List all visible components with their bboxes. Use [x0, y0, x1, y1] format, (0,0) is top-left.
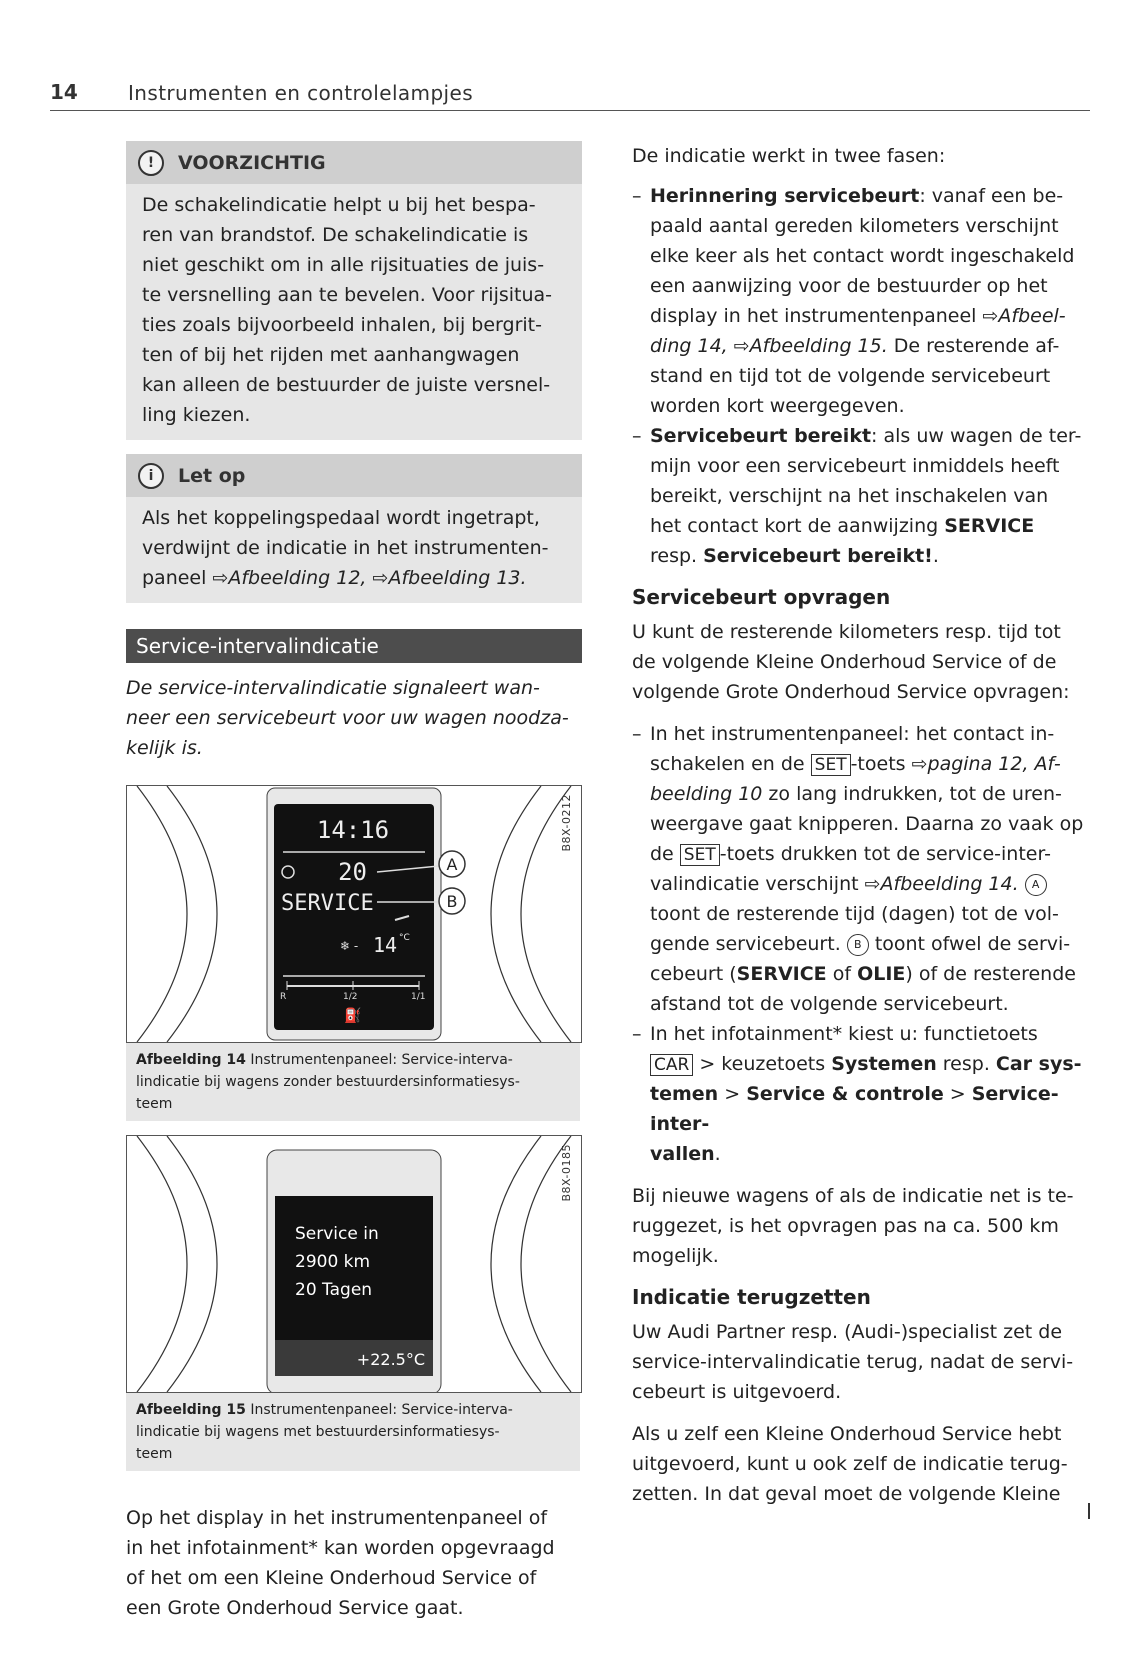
- paragraph-line: in het infotainment* kan worden opgevraagd: [126, 1537, 555, 1559]
- list-line: zo lang indrukken, tot de uren-: [762, 783, 1062, 805]
- heading-opvragen: Servicebeurt opvragen: [632, 585, 891, 609]
- dis-line-1: Service in: [295, 1224, 379, 1244]
- note-line: verdwijnt de indicatie in het instrumenten-: [142, 537, 549, 559]
- left-column: [126, 141, 582, 1623]
- temp-unit: °C: [399, 933, 410, 943]
- list-line: de: [650, 843, 680, 865]
- figure-14: [126, 785, 582, 1043]
- list-line: of: [826, 963, 858, 985]
- paragraph-line: Uw Audi Partner resp. (Audi-)specialist zet de: [632, 1321, 1063, 1343]
- list-line: In het infotainment* kiest u: functietoets: [650, 1023, 1038, 1045]
- list-line: paald aantal gereden kilometers verschijnt: [650, 215, 1059, 237]
- list-line: afstand tot de volgende servicebeurt.: [650, 993, 1009, 1015]
- list-line: > keuzetoets: [693, 1053, 832, 1075]
- page-header-title: Instrumenten en controlelampjes: [128, 81, 474, 105]
- note-line: Als het koppelingspedaal wordt ingetrapt,: [142, 507, 540, 529]
- caption-line: lindicatie bij wagens zonder bestuurdersinformatiesys-: [136, 1074, 520, 1090]
- list-line: display in het instrumentenpaneel: [650, 305, 983, 327]
- list-line: valindicatie verschijnt: [650, 873, 865, 895]
- section-title: Service-intervalindicatie: [126, 629, 582, 663]
- figure-14-caption: [126, 1043, 580, 1121]
- warning-icon: !: [138, 150, 164, 176]
- callout-a: A: [446, 855, 458, 874]
- section-intro: [126, 673, 582, 763]
- list-line: mijn voor een servicebeurt inmiddels heeft: [650, 455, 1060, 477]
- paragraph-line: zetten. In dat geval moet de volgende Kleine: [632, 1483, 1061, 1505]
- fuel-pump-icon: ⛽: [344, 1008, 362, 1024]
- paragraph-line: cebeurt is uitgevoerd.: [632, 1381, 842, 1403]
- caution-line: De schakelindicatie helpt u bij het bespa-: [142, 194, 536, 216]
- figure-code: B8X-0212: [560, 794, 573, 852]
- list-line: toont de resterende tijd (dagen) tot de vol-: [650, 903, 1059, 925]
- list-line: ) of de resterende: [905, 963, 1076, 985]
- service-reached-term: Servicebeurt bereikt!: [703, 545, 933, 567]
- menu-service-intervallen-cont: vallen: [650, 1143, 715, 1165]
- right-column: [632, 141, 1092, 1509]
- list-line: gende servicebeurt.: [650, 933, 847, 955]
- outside-temp-display: 14: [373, 933, 398, 957]
- caption-label: Afbeelding 15: [136, 1402, 246, 1418]
- page-number: 14: [50, 80, 78, 104]
- caution-title: VOORZICHTIG: [178, 151, 326, 174]
- note-text: [126, 497, 582, 603]
- list-line: In het instrumentenpaneel: het contact in-: [650, 723, 1055, 745]
- list-dash: –: [632, 1023, 642, 1045]
- reset-paragraph: [632, 1317, 1092, 1407]
- gauge-label-full: 1/1: [411, 992, 426, 1002]
- car-key: CAR: [650, 1054, 693, 1076]
- caution-header: [126, 141, 582, 184]
- caution-line: niet geschikt om in alle rijsituaties de juis-: [142, 254, 545, 276]
- intro-line: kelijk is.: [126, 737, 203, 759]
- paragraph-line: of het om een Kleine Onderhoud Service of: [126, 1567, 537, 1589]
- oil-term: OLIE: [857, 963, 906, 985]
- info-icon: i: [138, 463, 164, 489]
- note-ref-figure-13[interactable]: ⇨Afbeelding 13.: [372, 567, 527, 589]
- dis-line-3: 20 Tagen: [295, 1280, 373, 1300]
- frost-icon: ❄ -: [340, 939, 359, 953]
- list-line: -toets drukken tot de service-inter-: [719, 843, 1051, 865]
- list-line: .: [714, 1143, 721, 1165]
- paragraph-line: volgende Grote Onderhoud Service opvragen:: [632, 681, 1070, 703]
- paragraph-line: Als u zelf een Kleine Onderhoud Service hebt: [632, 1423, 1062, 1445]
- note-title: Let op: [178, 464, 246, 487]
- list-line: : als uw wagen de ter-: [871, 425, 1082, 447]
- gauge-label-half: 1/2: [343, 992, 358, 1002]
- caution-line: kan alleen de bestuurder de juiste versnel-: [142, 374, 551, 396]
- opvragen-instrument: [632, 719, 1092, 1019]
- note-box: [126, 454, 582, 603]
- list-line: het contact kort de aanwijzing: [650, 515, 945, 537]
- menu-service-intervallen: Service-inter-: [650, 1083, 1059, 1135]
- caption-line: Instrumentenpaneel: Service-interva-: [250, 1402, 513, 1418]
- caption-line: lindicatie bij wagens met bestuurdersinformatiesys-: [136, 1424, 500, 1440]
- menu-separator: >: [943, 1083, 972, 1105]
- change-bar: [1088, 1503, 1090, 1519]
- phase-reached-title: Servicebeurt bereikt: [650, 425, 872, 447]
- list-line: schakelen en de: [650, 753, 811, 775]
- cluster-illustration-14: [127, 786, 581, 1042]
- menu-systemen: Systemen: [831, 1053, 937, 1075]
- intro-line: neer een servicebeurt voor uw wagen noodza-: [126, 707, 569, 729]
- menu-car-systemen-cont: temen: [650, 1083, 719, 1105]
- paragraph-line: service-intervalindicatie terug, nadat de servi-: [632, 1351, 1074, 1373]
- figure-15: [126, 1135, 582, 1393]
- list-line: elke keer als het contact wordt ingeschakeld: [650, 245, 1075, 267]
- caption-line: Instrumentenpaneel: Service-interva-: [250, 1052, 513, 1068]
- ref-page-12[interactable]: ⇨pagina 12, Af-: [911, 753, 1061, 775]
- caption-line: teem: [136, 1096, 173, 1112]
- list-line: : vanaf een be-: [919, 185, 1064, 207]
- service-display: SERVICE: [281, 891, 374, 916]
- dis-line-2: 2900 km: [295, 1252, 371, 1272]
- list-line: worden kort weergegeven.: [650, 395, 905, 417]
- paragraph-line: uitgevoerd, kunt u ook zelf de indicatie terug-: [632, 1453, 1068, 1475]
- list-line: De resterende af-: [887, 335, 1060, 357]
- list-line: weergave gaat knipperen. Daarna zo vaak op: [650, 813, 1084, 835]
- paragraph-line: mogelijk.: [632, 1245, 719, 1267]
- list-line: een aanwijzing voor de bestuurder op het: [650, 275, 1048, 297]
- paragraph-line: Bij nieuwe wagens of als de indicatie net is te-: [632, 1185, 1074, 1207]
- note-line: [142, 563, 566, 593]
- phase-reached: [632, 421, 1092, 571]
- caption-label: Afbeelding 14: [136, 1052, 246, 1068]
- figure-code: B8X-0185: [560, 1144, 573, 1202]
- new-cars-paragraph: [632, 1181, 1092, 1271]
- note-header: [126, 454, 582, 497]
- caution-line: ren van brandstof. De schakelindicatie is: [142, 224, 529, 246]
- menu-separator: >: [718, 1083, 747, 1105]
- figure-15-caption: [126, 1393, 580, 1471]
- service-term: SERVICE: [944, 515, 1035, 537]
- page-header: [50, 80, 1090, 111]
- phase-reminder: [632, 181, 1092, 421]
- intro-line: De service-intervalindicatie signaleert wan-: [126, 677, 540, 699]
- paragraph-line: de volgende Kleine Onderhoud Service of de: [632, 651, 1057, 673]
- caution-line: te versnelling aan te bevelen. Voor rijsitua-: [142, 284, 553, 306]
- display-paragraph: [126, 1503, 582, 1623]
- list-line: -toets: [850, 753, 912, 775]
- opvragen-infotainment: [632, 1019, 1092, 1169]
- set-key: SET: [680, 844, 720, 866]
- note-ref-figure-12[interactable]: ⇨Afbeelding 12,: [212, 567, 367, 589]
- ref-figure-15[interactable]: ding 14, ⇨Afbeelding 15.: [650, 335, 888, 357]
- list-line: .: [932, 545, 939, 567]
- opvragen-paragraph: [632, 617, 1092, 707]
- list-line: stand en tijd tot de volgende servicebeurt: [650, 365, 1051, 387]
- ref-figure-10[interactable]: beelding 10: [650, 783, 763, 805]
- list-line: toont ofwel de servi-: [868, 933, 1071, 955]
- service-term: SERVICE: [736, 963, 827, 985]
- paragraph-line: Op het display in het instrumentenpaneel of: [126, 1507, 548, 1529]
- menu-car-systemen: Car sys-: [995, 1053, 1082, 1075]
- callout-a-icon: A: [1025, 874, 1047, 896]
- paragraph-line: U kunt de resterende kilometers resp. tijd tot: [632, 621, 1061, 643]
- caution-line: ling kiezen.: [142, 404, 251, 426]
- caution-line: ties zoals bijvoorbeeld inhalen, bij bergrit-: [142, 314, 542, 336]
- paragraph-line: ruggezet, is het opvragen pas na ca. 500 km: [632, 1215, 1059, 1237]
- heading-terugzetten: Indicatie terugzetten: [632, 1285, 871, 1309]
- phases-intro: De indicatie werkt in twee fasen:: [632, 145, 946, 167]
- self-reset-paragraph: [632, 1419, 1092, 1509]
- paragraph-line: een Grote Onderhoud Service gaat.: [126, 1597, 464, 1619]
- list-line: cebeurt (: [650, 963, 737, 985]
- list-line: resp.: [936, 1053, 996, 1075]
- caution-box: [126, 141, 582, 440]
- ref-figure-14[interactable]: ⇨Afbeel-: [982, 305, 1066, 327]
- cluster-illustration-15: [127, 1136, 581, 1392]
- list-line: resp.: [650, 545, 704, 567]
- list-line: bereikt, verschijnt na het inschakelen van: [650, 485, 1049, 507]
- set-key: SET: [811, 754, 851, 776]
- list-dash: –: [632, 185, 642, 207]
- ref-figure-14[interactable]: ⇨Afbeelding 14.: [864, 873, 1019, 895]
- clock-display: 14:16: [316, 816, 390, 844]
- caution-text: [126, 184, 582, 440]
- callout-b: B: [446, 892, 458, 911]
- callout-b-icon: B: [847, 934, 869, 956]
- caption-line: teem: [136, 1446, 173, 1462]
- list-dash: –: [632, 723, 642, 745]
- note-text-prefix: paneel: [142, 567, 213, 589]
- gauge-label-r: R: [280, 992, 287, 1002]
- phase-reminder-title: Herinnering servicebeurt: [650, 185, 920, 207]
- caution-line: ten of bij het rijden met aanhangwagen: [142, 344, 520, 366]
- service-days-display: 20: [338, 858, 367, 886]
- menu-service-controle: Service & controle: [746, 1083, 944, 1105]
- list-dash: –: [632, 425, 642, 447]
- dis-temperature: +22.5°C: [356, 1350, 425, 1369]
